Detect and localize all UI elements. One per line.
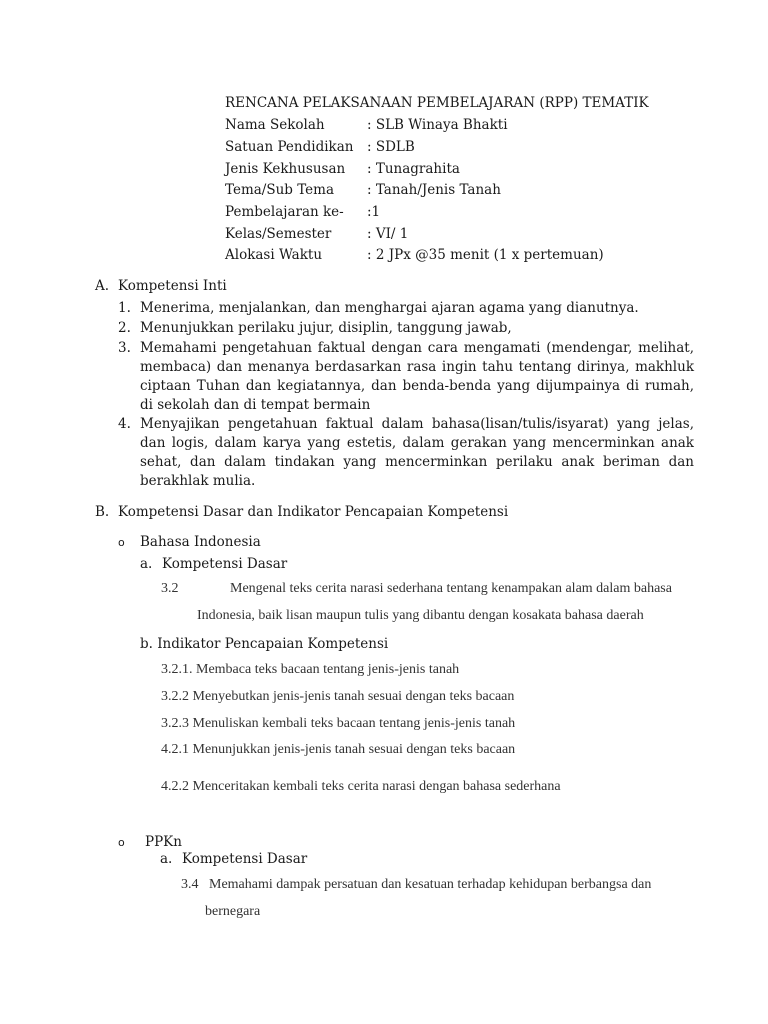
subsection-heading: Kompetensi Dasar bbox=[182, 851, 308, 867]
subject-title: Bahasa Indonesia bbox=[140, 534, 261, 550]
identity-value: : VI/ 1 bbox=[367, 226, 409, 242]
identity-value: : 2 JPx @35 menit (1 x pertemuan) bbox=[367, 247, 604, 263]
indicator-item: 3.2.1. Membaca teks bacaan tentang jenis-jenis tanah bbox=[161, 662, 460, 677]
identity-value: : Tanah/Jenis Tanah bbox=[367, 182, 501, 198]
list-item: Menerima, menjalankan, dan menghargai ajaran agama yang dianutnya. bbox=[140, 300, 639, 316]
kd-number: 3.2 bbox=[161, 581, 179, 596]
indicator-item: 3.2.2 Menyebutkan jenis-jenis tanah sesuai dengan teks bacaan bbox=[161, 689, 515, 704]
document-title: RENCANA PELAKSANAAN PEMBELAJARAN (RPP) TEMATIK bbox=[225, 95, 649, 111]
identity-label: Alokasi Waktu bbox=[225, 247, 323, 263]
indicator-item: 4.2.1 Menunjukkan jenis-jenis tanah sesuai dengan teks bacaan bbox=[161, 742, 516, 757]
list-item: Menunjukkan perilaku jujur, disiplin, tanggung jawab, bbox=[140, 320, 512, 336]
indicator-item: 3.2.3 Menuliskan kembali teks bacaan tentang jenis-jenis tanah bbox=[161, 716, 516, 731]
subsection-heading: Kompetensi Dasar bbox=[162, 556, 288, 572]
subsection-heading: b. Indikator Pencapaian Kompetensi bbox=[140, 636, 389, 652]
section-marker: B. bbox=[95, 504, 110, 520]
identity-value: : SDLB bbox=[367, 139, 415, 155]
subject-title: PPKn bbox=[145, 834, 182, 850]
subsection-marker: a. bbox=[140, 556, 153, 572]
bullet-icon: o bbox=[118, 536, 125, 549]
list-number: 3. bbox=[118, 340, 131, 356]
section-heading: Kompetensi Dasar dan Indikator Pencapaian Kompetensi bbox=[118, 504, 509, 520]
identity-label: Jenis Kekhususan bbox=[225, 161, 346, 177]
list-number: 1. bbox=[118, 300, 131, 316]
identity-label: Tema/Sub Tema bbox=[225, 182, 335, 198]
list-item: Memahami pengetahuan faktual dengan cara mengamati (mendengar, melihat, membaca) dan menanya berdasarkan rasa ingin tahu tentang dirinya, makhluk ciptaan Tuhan dan kegiatannya, dan benda-benda yang dijumpainya di rumah, di sekolah dan di tempat bermain bbox=[140, 340, 694, 413]
list-item: Menyajikan pengetahuan faktual dalam bahasa(lisan/tulis/isyarat) yang jelas, dan logis, dalam karya yang estetis, dalam gerakan yang mencerminkan anak sehat, dan dalam tindakan yang mencerminkan perilaku anak beriman dan berakhlak mulia. bbox=[140, 416, 694, 489]
identity-value: : Tunagrahita bbox=[367, 161, 460, 177]
identity-label: Pembelajaran ke- bbox=[225, 204, 344, 220]
identity-value: : SLB Winaya Bhakti bbox=[367, 117, 508, 133]
kd-number: 3.4 bbox=[181, 877, 199, 892]
section-heading: Kompetensi Inti bbox=[118, 278, 227, 294]
identity-label: Satuan Pendidikan bbox=[225, 139, 354, 155]
identity-value: :1 bbox=[367, 204, 381, 220]
identity-label: Nama Sekolah bbox=[225, 117, 325, 133]
subsection-marker: a. bbox=[160, 851, 173, 867]
kd-text-line: bernegara bbox=[205, 904, 261, 919]
identity-label: Kelas/Semester bbox=[225, 226, 332, 242]
list-number: 2. bbox=[118, 320, 131, 336]
kd-text-line: Indonesia, baik lisan maupun tulis yang dibantu dengan kosakata bahasa daerah bbox=[197, 608, 644, 623]
indicator-item: 4.2.2 Menceritakan kembali teks cerita narasi dengan bahasa sederhana bbox=[161, 779, 561, 794]
kd-text-line: Memahami dampak persatuan dan kesatuan terhadap kehidupan berbangsa dan bbox=[209, 877, 652, 892]
list-number: 4. bbox=[118, 416, 131, 432]
bullet-icon: o bbox=[118, 836, 125, 849]
kd-text-line: Mengenal teks cerita narasi sederhana tentang kenampakan alam dalam bahasa bbox=[230, 581, 672, 596]
section-marker: A. bbox=[95, 278, 110, 294]
